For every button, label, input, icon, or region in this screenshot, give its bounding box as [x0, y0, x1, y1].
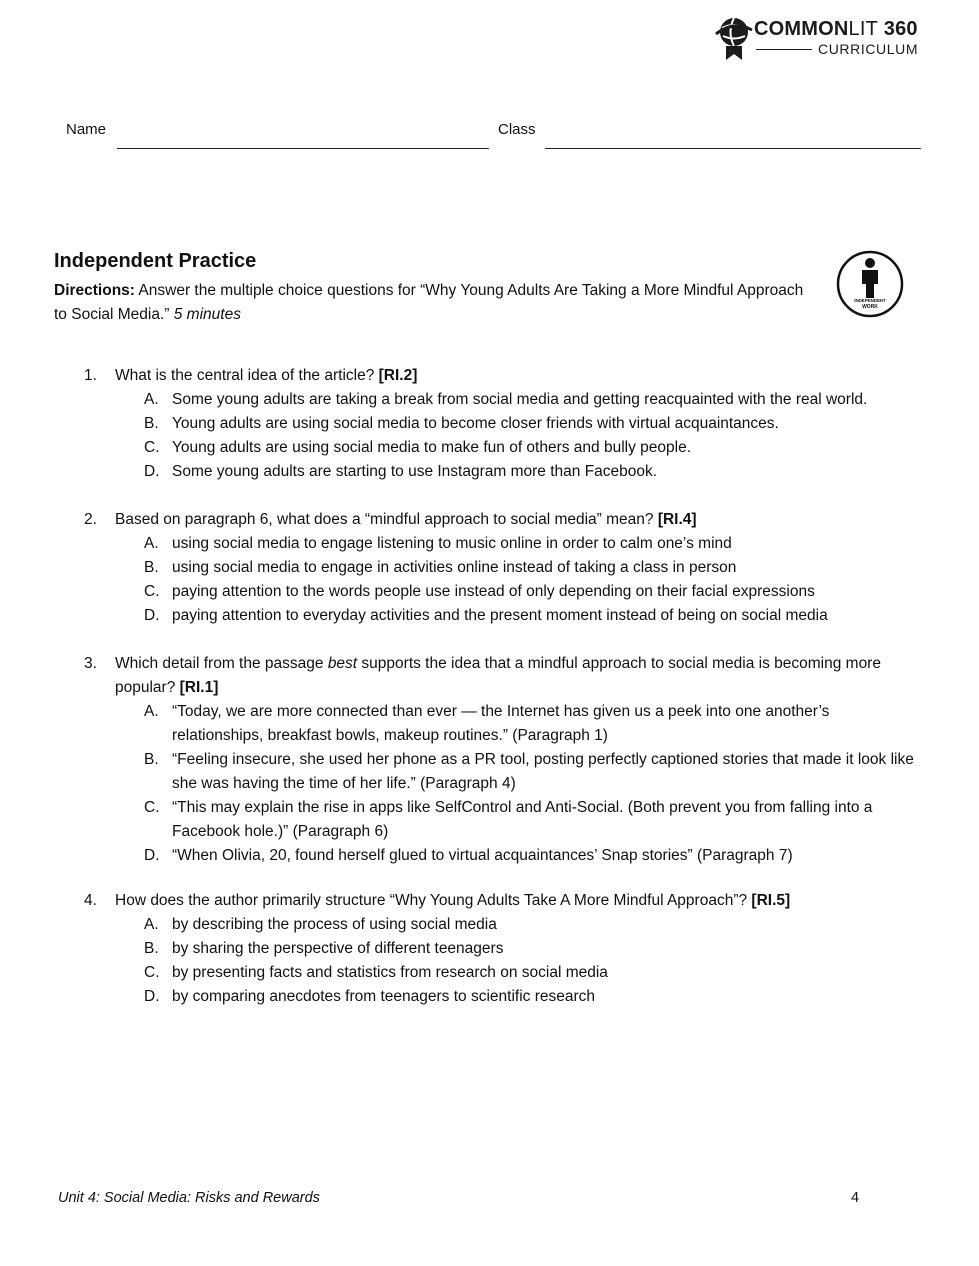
- answer-option[interactable]: A. Some young adults are taking a break from social media and getting reacquainted with the real world.: [144, 391, 868, 408]
- class-field[interactable]: [545, 148, 921, 149]
- answer-option[interactable]: C. “This may explain the rise in apps like SelfControl and Anti-Social. (Both prevent you from falling into a Facebook hole.)” (Paragraph 6): [144, 799, 873, 840]
- answer-option[interactable]: B. using social media to engage in activities online instead of taking a class in person: [144, 559, 737, 576]
- name-field[interactable]: [117, 148, 489, 149]
- section-title: Independent Practice: [54, 250, 257, 272]
- answer-option[interactable]: A. “Today, we are more connected than ever — the Internet has given us a peek into one another’s relationships, breakfast bowls, makeup routines.” (Paragraph 1): [144, 703, 830, 744]
- standard-tag: [RI.5]: [751, 892, 791, 909]
- answer-option[interactable]: A. by describing the process of using social media: [144, 916, 497, 933]
- answer-options: [84, 388, 919, 484]
- answer-option[interactable]: C. Young adults are using social media to make fun of others and bully people.: [144, 439, 692, 456]
- answer-option[interactable]: D. “When Olivia, 20, found herself glued to virtual acquaintances’ Snap stories” (Paragraph 7): [144, 847, 793, 864]
- answer-option[interactable]: B. “Feeling insecure, she used her phone as a PR tool, posting perfectly captioned stories that made it look like she was having the time of her life.” (Paragraph 4): [144, 751, 914, 792]
- name-label: Name: [66, 121, 107, 138]
- class-label: Class: [498, 121, 536, 138]
- question-prompt: What is the central idea of the article? [RI.2]: [115, 367, 418, 384]
- answer-options: [84, 532, 919, 628]
- answer-option[interactable]: B. by sharing the perspective of different teenagers: [144, 940, 504, 957]
- question-3: [84, 652, 919, 868]
- logo-subtitle: CURRICULUM: [818, 41, 919, 57]
- answer-option[interactable]: D. by comparing anecdotes from teenagers to scientific research: [144, 988, 596, 1005]
- standard-tag: [RI.4]: [657, 511, 697, 528]
- directions-time: 5 minutes: [173, 306, 241, 323]
- question-4: [84, 889, 919, 1009]
- footer-unit-title: Unit 4: Social Media: Risks and Rewards: [58, 1190, 320, 1206]
- logo-wordmark: COMMONLIT 360: [754, 18, 918, 40]
- standard-tag: [RI.2]: [378, 367, 418, 384]
- answer-options: [84, 913, 919, 1009]
- answer-option[interactable]: A. using social media to engage listening to music online in order to calm one’s mind: [144, 535, 732, 552]
- question-1: [84, 364, 919, 484]
- logo-divider: [756, 49, 812, 50]
- answer-option[interactable]: C. by presenting facts and statistics from research on social media: [144, 964, 608, 981]
- question-prompt: Which detail from the passage best supports the idea that a mindful approach to social media is becoming more popular? [RI.1]: [115, 655, 881, 696]
- question-number: 3.: [84, 655, 97, 672]
- question-prompt: How does the author primarily structure “Why Young Adults Take A More Mindful Approach”? [RI.5]: [115, 892, 791, 909]
- question-prompt: Based on paragraph 6, what does a “mindful approach to social media” mean? [RI.4]: [115, 511, 697, 528]
- question-2: [84, 508, 919, 628]
- globe-ribbon-icon: [714, 14, 754, 64]
- icon-label-2: WORK: [862, 304, 878, 310]
- directions-label: Directions:: [54, 282, 135, 299]
- icon-label-1: INDEPENDENT: [854, 298, 886, 303]
- answer-option[interactable]: C. paying attention to the words people use instead of only depending on their facial expressions: [144, 583, 815, 600]
- emphasis-word: best: [327, 655, 358, 672]
- answer-option[interactable]: D. Some young adults are starting to use Instagram more than Facebook.: [144, 463, 658, 480]
- answer-option[interactable]: B. Young adults are using social media to become closer friends with virtual acquaintances.: [144, 415, 779, 432]
- question-number: 1.: [84, 367, 97, 384]
- question-number: 4.: [84, 892, 97, 909]
- standard-tag: [RI.1]: [179, 679, 219, 696]
- question-number: 2.: [84, 511, 97, 528]
- answer-options: [84, 700, 919, 868]
- directions: [54, 279, 814, 327]
- commonlit-logo: [714, 14, 924, 64]
- directions-text: Answer the multiple choice questions for “Why Young Adults Are Taking a More Mindful Approach to Social Media.”: [54, 282, 804, 323]
- page-number: 4: [851, 1190, 860, 1206]
- independent-work-icon: [836, 250, 904, 318]
- answer-option[interactable]: D. paying attention to everyday activities and the present moment instead of being on social media: [144, 607, 828, 624]
